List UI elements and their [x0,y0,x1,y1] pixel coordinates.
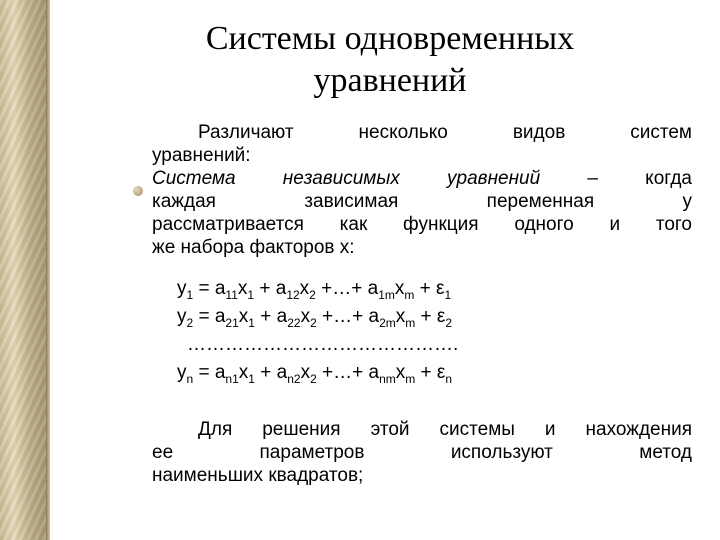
title-line-2: уравнений [313,62,467,99]
decorative-border [0,0,46,540]
equation-ellipsis: ……………………………………. [187,334,459,355]
intro-line-1: Различают несколько видов систем [198,122,692,143]
slide-body [152,121,692,259]
bullet-line-3: рассматривается как функция одного и того [152,214,692,235]
border-divider [46,0,50,540]
closing-paragraph [152,418,692,487]
closing-line-2: ее параметров используют метод [152,442,692,463]
equation-n: $y_n = a_{n1}x_1 + a_{n2}x_2$ +…+ $a_{nm}x_m + \varepsilon_n$ [177,362,453,386]
equation-1: $y_1 = a_{11}x_1 + a_{12}x_2$ +…+ $a_{1m}x_m + \varepsilon_1$ [177,278,452,302]
title-line-1: Системы одновременных [205,20,575,57]
closing-line-1: Для решения этой системы и нахождения [198,419,692,440]
bullet-line-4: же набора факторов х: [152,237,355,258]
intro-line-2: уравнений: [152,145,251,166]
equation-2: $y_2 = a_{21}x_1 + a_{22}x_2$ +…+ $a_{2m}x_m + \varepsilon_2$ [177,306,453,330]
bullet-rest: – когда [540,168,692,189]
bullet-term: Система независимых уравнений [152,168,541,189]
bullet-line-1 [152,167,692,190]
bullet-line-2: каждая зависимая переменная у [152,191,692,212]
closing-line-3: наименьших квадратов; [152,465,364,486]
bullet-icon [133,186,143,196]
slide-title [150,18,630,102]
